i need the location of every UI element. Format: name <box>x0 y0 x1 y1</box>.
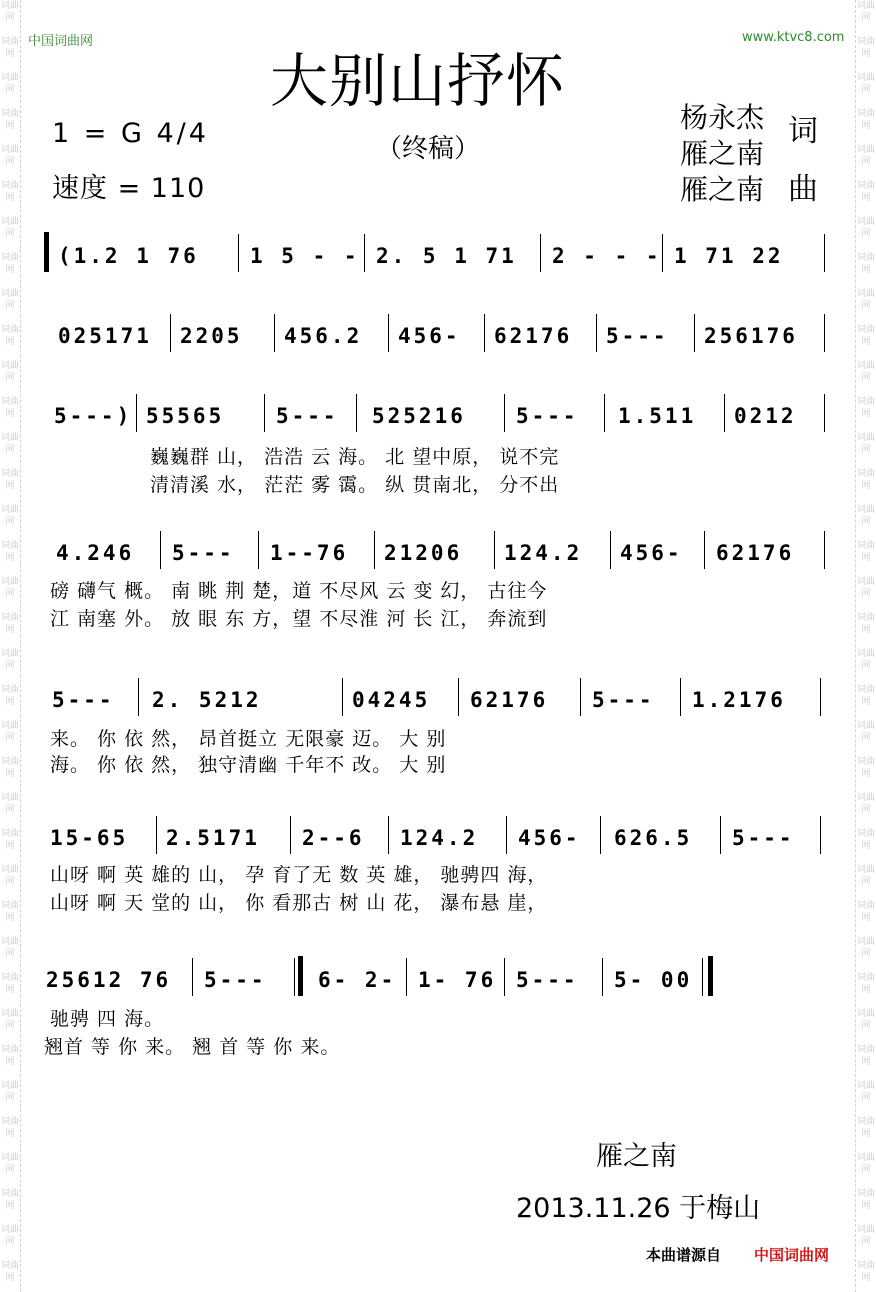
lyric-verse-2: 清清溪 水， 茫茫 雾 霭。 纵 贯南北， 分不出 <box>150 474 560 496</box>
bar-line <box>290 816 291 854</box>
signature-name: 雁之南 <box>596 1141 677 1172</box>
bar-line <box>406 958 407 996</box>
source-site-link[interactable]: 中国词曲网 <box>754 1246 830 1264</box>
measure: 2--6 <box>302 826 365 850</box>
bar-line <box>138 678 139 716</box>
bar-line <box>704 531 705 569</box>
bar-line <box>238 234 239 272</box>
measure: 456- <box>620 541 683 565</box>
bar-line <box>604 394 605 432</box>
bar-line <box>596 314 597 352</box>
measure: 5---) <box>54 404 133 428</box>
bar-line <box>364 234 365 272</box>
final-bar <box>708 956 713 996</box>
repeat-end-bar <box>298 956 303 996</box>
measure: 456- <box>398 324 461 348</box>
bar-line <box>504 394 505 432</box>
bar-line <box>824 314 825 352</box>
song-title: 大别山抒怀 <box>270 47 566 115</box>
bar-line <box>540 234 541 272</box>
bar-line <box>506 816 507 854</box>
composer-role: 曲 <box>788 172 818 207</box>
bar-line <box>388 314 389 352</box>
measure: 1 71 22 <box>674 244 784 268</box>
bar-line <box>294 958 295 996</box>
bar-line <box>824 234 825 272</box>
bar-line <box>600 816 601 854</box>
measure: 525216 <box>372 404 466 428</box>
lyric-verse-1: 山呀 啊 英 雄的 山， 孕 育了无 数 英 雄， 驰骋四 海， <box>50 864 548 886</box>
bar-line <box>192 958 193 996</box>
measure: 4.246 <box>56 541 135 565</box>
bar-line <box>160 531 161 569</box>
bar-line <box>274 314 275 352</box>
measure: 55565 <box>146 404 225 428</box>
bar-line <box>824 394 825 432</box>
bar-line <box>580 678 581 716</box>
measure: 456.2 <box>284 324 363 348</box>
bar-line <box>694 314 695 352</box>
measure: 5--- <box>592 688 655 712</box>
lyricist-name: 杨永杰 <box>680 101 765 134</box>
watermark-site-url[interactable]: www.ktvc8.com <box>742 30 845 45</box>
measure: 25612 76 <box>46 968 172 992</box>
measure: 2205 <box>180 324 243 348</box>
measure: 5--- <box>516 968 579 992</box>
bar-line <box>824 531 825 569</box>
measure: 62176 <box>470 688 549 712</box>
measure: 21206 <box>384 541 463 565</box>
bar-line <box>820 816 821 854</box>
measure: (1.2 1 76 <box>58 244 199 268</box>
measure: 025171 <box>58 324 152 348</box>
measure: 124.2 <box>504 541 583 565</box>
measure: 5--- <box>52 688 115 712</box>
measure: 124.2 <box>400 826 479 850</box>
measure: 04245 <box>352 688 431 712</box>
lyric-verse-1: 磅 礴气 概。 南 眺 荆 楚，道 不尽风 云 变 幻， 古往今 <box>50 580 548 602</box>
bar-line <box>724 394 725 432</box>
bar-line <box>494 531 495 569</box>
bar-line <box>356 394 357 432</box>
bar-line <box>662 234 663 272</box>
bar-line <box>156 816 157 854</box>
bar-line <box>264 394 265 432</box>
source-label: 本曲谱源自 <box>646 1246 722 1264</box>
signature-date: 2013.11.26 于梅山 <box>516 1193 761 1224</box>
lyric-verse-1: 驰骋 四 海。 <box>50 1008 165 1030</box>
measure: 0212 <box>734 404 797 428</box>
lyric-verse-2: 翘首 等 你 来。 翘 首 等 你 来。 <box>44 1036 341 1058</box>
lyric-verse-1: 来。 你 依 然， 昂首挺立 无限豪 迈。 大 别 <box>50 728 447 750</box>
bar-line <box>820 678 821 716</box>
measure: 256176 <box>704 324 798 348</box>
lyric-verse-2: 海。 你 依 然， 独守清幽 千年不 改。 大 别 <box>50 754 447 776</box>
song-subtitle: （终稿） <box>376 134 481 164</box>
measure: 6- 2- <box>318 968 397 992</box>
bar-line <box>484 314 485 352</box>
bar-line <box>170 314 171 352</box>
measure: 456- <box>518 826 581 850</box>
bar-line <box>374 531 375 569</box>
bar-line <box>702 958 703 996</box>
measure: 5--- <box>204 968 267 992</box>
measure: 5--- <box>606 324 669 348</box>
measure: 2. 5 1 71 <box>376 244 517 268</box>
measure: 2. 5212 <box>152 688 262 712</box>
lyric-verse-2: 山呀 啊 天 堂的 山， 你 看那古 树 山 花， 瀑布悬 崖， <box>50 892 548 914</box>
bar-line <box>680 678 681 716</box>
measure: 15-65 <box>50 826 129 850</box>
bar-line <box>458 678 459 716</box>
lyric-verse-1: 巍巍群 山， 浩浩 云 海。 北 望中原， 说不完 <box>150 446 560 468</box>
measure: 62176 <box>494 324 573 348</box>
bar-line <box>342 678 343 716</box>
bar-line <box>258 531 259 569</box>
measure: 1.511 <box>618 404 697 428</box>
bar-line <box>602 958 603 996</box>
measure: 62176 <box>716 541 795 565</box>
watermark-site-name[interactable]: 中国词曲网 <box>28 34 94 49</box>
bar-line <box>504 958 505 996</box>
measure: 1.2176 <box>692 688 786 712</box>
tempo-marking: 速度 = 110 <box>52 173 206 204</box>
key-signature: 1 = G 4/4 <box>52 118 209 149</box>
lyricist-role: 词 <box>788 114 818 149</box>
measure: 626.5 <box>614 826 693 850</box>
measure: 2.5171 <box>166 826 260 850</box>
measure: 5--- <box>172 541 235 565</box>
measure: 1 5 - - <box>250 244 360 268</box>
measure: 1--76 <box>270 541 349 565</box>
lyric-verse-2: 江 南塞 外。 放 眼 东 方，望 不尽淮 河 长 江， 奔流到 <box>50 608 548 630</box>
right-watermark-strip: 词曲网 词曲网 词曲网 词曲网 词曲网 词曲网 词曲网 词曲网 词曲网 词曲网 词曲网 词曲网 词曲网 词曲网 词曲网 词曲网 词曲网 词曲网 词曲网 词曲网 词曲网 词曲网 词曲网 词曲网 词曲网 词曲网 词曲网 词曲网 词曲网 词曲网 词曲网 词曲网 词曲网 词曲网 词曲网 词曲网 <box>855 0 876 1292</box>
left-watermark-strip: 词曲网 词曲网 词曲网 词曲网 词曲网 词曲网 词曲网 词曲网 词曲网 词曲网 词曲网 词曲网 词曲网 词曲网 词曲网 词曲网 词曲网 词曲网 词曲网 词曲网 词曲网 词曲网 词曲网 词曲网 词曲网 词曲网 词曲网 词曲网 词曲网 词曲网 词曲网 词曲网 词曲网 词曲网 词曲网 词曲网 <box>0 0 21 1292</box>
measure: 5--- <box>732 826 795 850</box>
bar-line <box>388 816 389 854</box>
composer-name: 雁之南 <box>680 173 765 206</box>
lyricist-name-2: 雁之南 <box>680 137 765 170</box>
measure: 5--- <box>516 404 579 428</box>
measure: 5--- <box>276 404 339 428</box>
measure: 5- 00 <box>614 968 693 992</box>
bar-line <box>720 816 721 854</box>
bar-line <box>610 531 611 569</box>
bar-line <box>136 394 137 432</box>
repeat-start-bar <box>44 232 49 272</box>
measure: 2 - - - <box>552 244 662 268</box>
measure: 1- 76 <box>418 968 497 992</box>
